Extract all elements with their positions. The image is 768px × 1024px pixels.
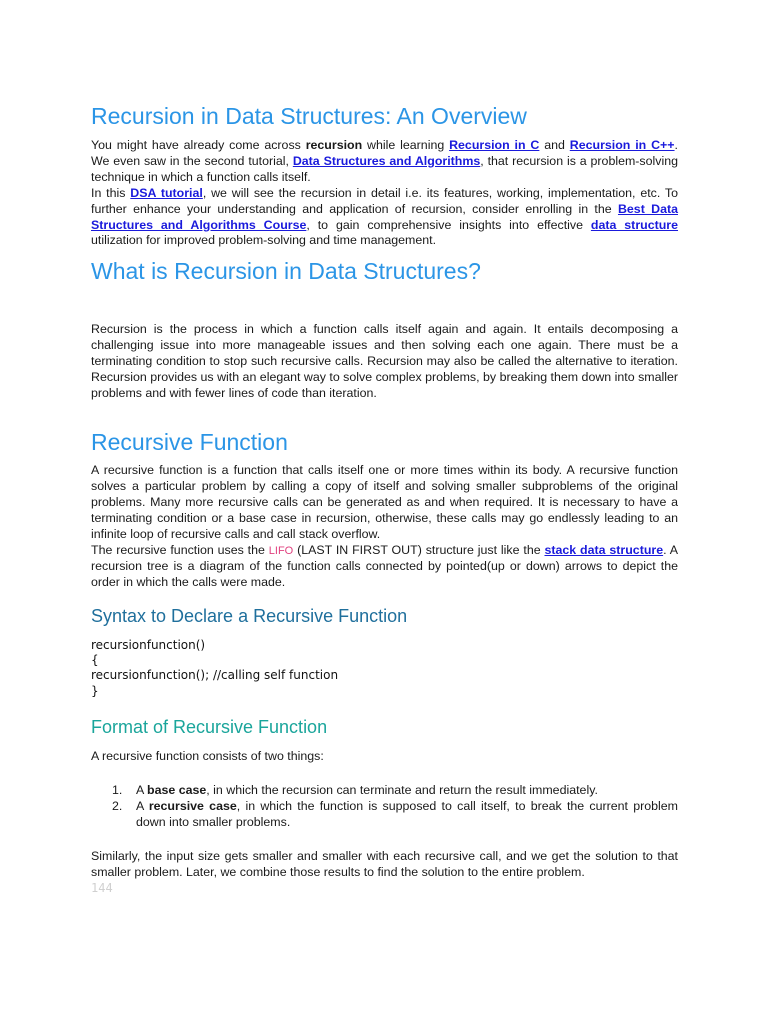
- list-number: 2.: [112, 798, 123, 813]
- lifo-term: LIFO: [268, 544, 294, 557]
- link-stack-data-structure[interactable]: stack data structure: [544, 542, 664, 557]
- overview-paragraph-1: [91, 138, 678, 186]
- recursive-function-block: [91, 463, 678, 591]
- text: A: [136, 783, 148, 797]
- text: , in which the recursion can terminate and return the result immediately.: [206, 783, 598, 797]
- text: while learning: [362, 138, 450, 152]
- text: You might have already come across: [91, 138, 306, 152]
- text: , to gain comprehensive insights into effective: [306, 217, 591, 232]
- text: , that recursion is a problem-solving technique in which a function calls itself.: [91, 153, 678, 184]
- text: , we will see the recursion in detail i.e. its features, working, implementation, etc. To further enhance your understanding and application of recursion, consider enrolling in the: [91, 185, 678, 216]
- list-item: [91, 799, 678, 831]
- bold-term: recursive case: [148, 798, 237, 813]
- link-dsa-tutorial[interactable]: DSA tutorial: [130, 185, 203, 200]
- link-best-dsa-course[interactable]: Best Data Structures and Algorithms Course: [91, 201, 678, 232]
- list-number: 1.: [112, 783, 123, 797]
- link-data-structure[interactable]: data structure: [590, 217, 679, 232]
- heading-what-is-recursion: What is Recursion in Data Structures?: [91, 258, 481, 284]
- heading-recursive-function: Recursive Function: [91, 429, 288, 455]
- format-list: [91, 783, 678, 831]
- code-line: recursionfunction(): [91, 638, 206, 652]
- code-line: {: [91, 653, 99, 668]
- text: . A recursion tree is a diagram of the function calls connected by pointed(up or down) arrows to depict the order in which the calls were made.: [91, 542, 679, 590]
- code-block: [91, 638, 678, 699]
- format-list-block: [91, 783, 678, 831]
- what-is-block: [91, 322, 678, 402]
- text: utilization for improved problem-solving and time management.: [91, 233, 437, 248]
- overview-paragraph-2: [91, 186, 678, 250]
- closing-paragraph: Similarly, the input size gets smaller and smaller with each recursive call, and we get the solution to that smaller problem. Later, we combine those results to find the solution to the entire problem.: [91, 849, 678, 879]
- bold-term: base case: [147, 783, 207, 797]
- text: . We even saw in the second tutorial,: [91, 138, 678, 168]
- heading-syntax: Syntax to Declare a Recursive Function: [91, 606, 408, 626]
- text: The recursive function uses the: [91, 542, 269, 557]
- text: (LAST IN FIRST OUT) structure just like the: [293, 542, 545, 557]
- text: and: [539, 138, 570, 152]
- format-intro: A recursive function consists of two things:: [91, 749, 324, 763]
- closing-block: [91, 849, 678, 895]
- recursive-function-paragraph-2: [91, 543, 678, 592]
- heading-format: Format of Recursive Function: [91, 717, 328, 737]
- overview-block: [91, 138, 678, 249]
- page-number: 144: [91, 880, 113, 895]
- text: In this: [91, 185, 131, 200]
- text: A: [136, 798, 149, 813]
- what-is-paragraph: Recursion is the process in which a function calls itself again and again. It entails decomposing a challenging issue into more manageable issues and then solving each one again. There must be a terminating condition to stop such recursive calls. Recursion may also be called the alternative to iteration. Recursion provides us with an elegant way to solve complex problems, by breaking them down into smaller problems and with fewer lines of code than iteration.: [91, 322, 678, 400]
- recursive-function-paragraph-1: A recursive function is a function that calls itself one or more times within its body. A recursive function solves a particular problem by calling a copy of itself and solving smaller subproblems of the original problems. Many more recursive calls can be generated as and when required. It is necessary to have a terminating condition or a base case in recursion, otherwise, these calls may go endlessly leading to an infinite loop of recursive calls and call stack overflow.: [91, 463, 678, 541]
- text: , in which the function is supposed to call itself, to break the current problem down into smaller problems.: [136, 798, 678, 829]
- code-line: recursionfunction(); //calling self function: [91, 668, 339, 683]
- format-intro-block: [91, 749, 678, 765]
- link-recursion-in-cpp[interactable]: Recursion in C++: [569, 138, 675, 152]
- code-line: }: [91, 683, 99, 698]
- heading-overview: Recursion in Data Structures: An Overview: [91, 103, 527, 129]
- bold-recursion: recursion: [305, 138, 363, 152]
- list-item: [91, 783, 678, 799]
- link-recursion-in-c[interactable]: Recursion in C: [449, 138, 540, 152]
- link-dsa[interactable]: Data Structures and Algorithms: [292, 153, 481, 168]
